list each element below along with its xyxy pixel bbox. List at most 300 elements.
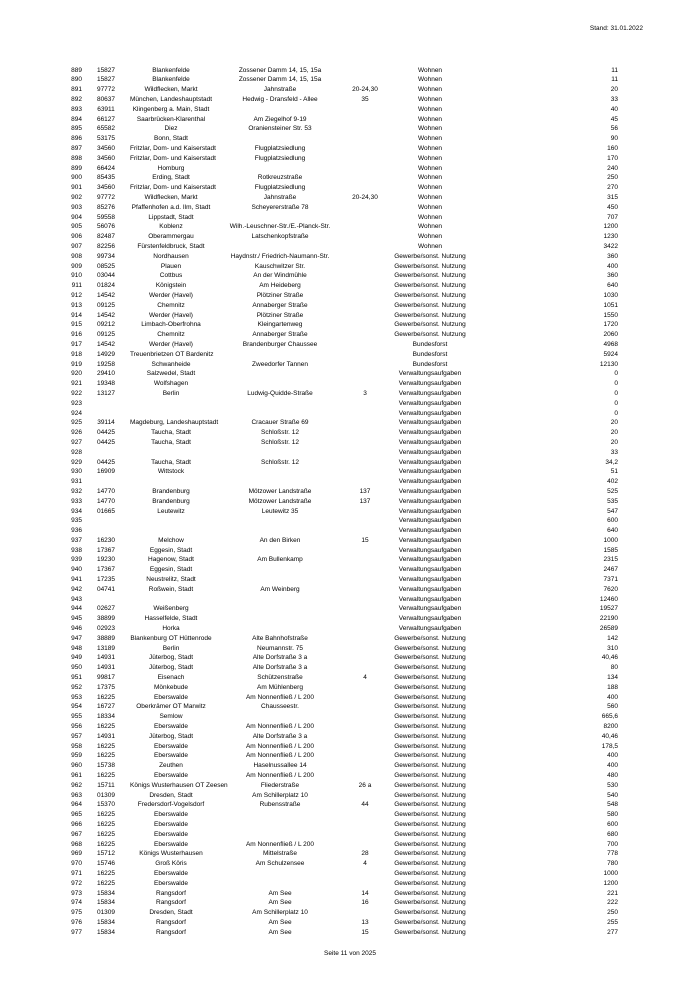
cell-street: Am Nonnenfließ / L 200	[245, 772, 315, 780]
cell-usage-type: Verwaltungsaufgaben	[398, 389, 462, 397]
cell-usage-type: Verwaltungsaufgaben	[398, 566, 462, 574]
cell-city: Eggesin, Stadt	[149, 566, 193, 574]
cell-area-value: 90	[610, 135, 618, 143]
cell-postal-code: 16225	[96, 879, 116, 887]
cell-area-value: 40	[610, 105, 618, 113]
cell-area-value: 221	[607, 889, 618, 897]
cell-postal-code: 82487	[96, 233, 116, 241]
table-row	[58, 66, 618, 76]
cell-city: Chemnitz	[157, 331, 185, 339]
cell-area-value: 26589	[599, 625, 618, 633]
cell-street: Kauschwitzer Str.	[254, 262, 306, 270]
cell-postal-code: 17367	[96, 566, 116, 574]
cell-street: An der Windmühle	[253, 272, 307, 280]
cell-usage-type: Wohnen	[417, 203, 443, 211]
cell-row-number: 952	[71, 683, 82, 691]
cell-street: An den Birken	[259, 536, 301, 544]
cell-street: Leutewitz 35	[261, 507, 299, 515]
cell-row-number: 950	[71, 664, 82, 672]
cell-row-number: 917	[71, 340, 82, 348]
cell-city: Werder (Havel)	[149, 311, 193, 319]
cell-row-number: 972	[71, 879, 82, 887]
cell-area-value: 640	[607, 527, 618, 535]
cell-postal-code: 16225	[96, 840, 116, 848]
table-row	[58, 664, 618, 674]
cell-street: Am Weinberg	[260, 585, 300, 593]
cell-row-number: 939	[71, 556, 82, 564]
cell-row-number: 907	[71, 242, 82, 250]
cell-row-number: 925	[71, 419, 82, 427]
cell-area-value: 1200	[603, 879, 618, 887]
cell-postal-code: 09212	[96, 321, 116, 329]
cell-area-value: 707	[607, 213, 618, 221]
cell-city: Eberswalde	[154, 879, 188, 887]
cell-postal-code: 14931	[96, 732, 116, 740]
table-row	[58, 615, 618, 625]
cell-area-value: 1550	[603, 311, 618, 319]
cell-area-value: 2315	[603, 556, 618, 564]
cell-usage-type: Wohnen	[417, 115, 443, 123]
cell-area-value: 402	[607, 478, 618, 486]
cell-city: Hagenow, Stadt	[148, 556, 194, 564]
cell-usage-type: Gewerbe/sonst. Nutzung	[394, 311, 466, 319]
cell-area-value: 33	[610, 96, 618, 104]
table-row	[58, 840, 618, 850]
cell-house-number: 4	[363, 860, 367, 868]
cell-area-value: 0	[614, 370, 618, 378]
cell-street: Am Schulzensee	[255, 860, 305, 868]
table-row	[58, 781, 618, 791]
cell-city: Wolfshagen	[153, 380, 189, 388]
cell-city: Rangsdorf	[156, 899, 186, 907]
cell-area-value: 548	[607, 801, 618, 809]
table-row	[58, 830, 618, 840]
table-row	[58, 517, 618, 527]
table-row	[58, 477, 618, 487]
cell-row-number: 935	[71, 517, 82, 525]
cell-area-value: 222	[607, 899, 618, 907]
cell-city: Oberammergau	[148, 233, 194, 241]
cell-postal-code: 18334	[96, 713, 116, 721]
cell-street: Am Heideberg	[259, 282, 301, 290]
cell-usage-type: Gewerbe/sonst. Nutzung	[394, 879, 466, 887]
cell-area-value: 3422	[603, 242, 618, 250]
cell-usage-type: Gewerbe/sonst. Nutzung	[394, 713, 466, 721]
cell-row-number: 920	[71, 370, 82, 378]
cell-street: Schützenstraße	[257, 674, 303, 682]
cell-postal-code: 65582	[96, 125, 116, 133]
cell-usage-type: Wohnen	[417, 233, 443, 241]
table-row	[58, 575, 618, 585]
cell-usage-type: Gewerbe/sonst. Nutzung	[394, 909, 466, 917]
cell-row-number: 916	[71, 331, 82, 339]
cell-postal-code: 16225	[96, 772, 116, 780]
cell-street: Jahnstraße	[263, 194, 297, 201]
table-row	[58, 722, 618, 732]
cell-city: Mönkebude	[154, 683, 188, 691]
cell-usage-type: Verwaltungsaufgaben	[398, 546, 462, 554]
cell-street: Mittelstraße	[263, 850, 297, 858]
cell-city: Eberswalde	[154, 772, 188, 780]
cell-usage-type: Verwaltungsaufgaben	[398, 615, 462, 623]
cell-row-number: 926	[71, 429, 82, 437]
cell-area-value: 20	[610, 429, 618, 437]
cell-row-number: 913	[71, 301, 82, 309]
cell-postal-code: 34560	[96, 154, 116, 162]
cell-street: Hedwig - Dransfeld - Allee	[242, 96, 318, 104]
cell-postal-code: 15370	[96, 801, 116, 809]
cell-area-value: 600	[607, 517, 618, 525]
cell-area-value: 277	[607, 928, 618, 936]
table-row	[58, 438, 618, 448]
cell-postal-code: 80637	[96, 96, 116, 104]
cell-area-value: 400	[607, 762, 618, 770]
cell-area-value: 178,5	[601, 742, 618, 750]
cell-row-number: 897	[71, 145, 82, 153]
table-row	[58, 899, 618, 909]
table-row	[58, 536, 618, 546]
cell-postal-code: 34560	[96, 184, 116, 192]
cell-city: Wittstock	[157, 468, 185, 476]
cell-usage-type: Verwaltungsaufgaben	[398, 487, 462, 495]
cell-postal-code: 38889	[96, 634, 116, 642]
cell-row-number: 974	[71, 899, 82, 907]
cell-postal-code: 97772	[96, 194, 116, 201]
cell-area-value: 700	[607, 840, 618, 848]
table-row	[58, 487, 618, 497]
cell-area-value: 0	[614, 389, 618, 397]
table-row	[58, 693, 618, 703]
cell-house-number: 28	[361, 850, 369, 858]
cell-usage-type: Verwaltungsaufgaben	[398, 576, 462, 584]
cell-city: Königs Wusterhausen OT Zeesen	[130, 781, 228, 789]
cell-area-value: 250	[607, 174, 618, 182]
cell-city: Rangsdorf	[156, 918, 186, 926]
cell-row-number: 946	[71, 625, 82, 633]
cell-usage-type: Bundesforst	[412, 360, 448, 368]
cell-row-number: 970	[71, 860, 82, 868]
cell-postal-code: 56076	[96, 223, 116, 231]
cell-usage-type: Verwaltungsaufgaben	[398, 497, 462, 505]
cell-postal-code: 15712	[96, 850, 116, 858]
cell-usage-type: Gewerbe/sonst. Nutzung	[394, 762, 466, 770]
cell-usage-type: Gewerbe/sonst. Nutzung	[394, 703, 466, 711]
cell-postal-code: 01309	[96, 909, 116, 917]
cell-usage-type: Gewerbe/sonst. Nutzung	[394, 291, 466, 299]
cell-usage-type: Gewerbe/sonst. Nutzung	[394, 899, 466, 907]
cell-street: Zossener Damm 14, 15, 15a	[238, 76, 322, 84]
cell-postal-code: 08525	[96, 262, 116, 270]
cell-row-number: 908	[71, 252, 82, 260]
cell-area-value: 665,6	[601, 713, 618, 721]
cell-row-number: 903	[71, 203, 82, 211]
cell-row-number: 945	[71, 615, 82, 623]
cell-row-number: 902	[71, 194, 82, 201]
cell-city: Eberswalde	[154, 693, 188, 701]
cell-usage-type: Bundesforst	[412, 340, 448, 348]
table-row	[58, 428, 618, 438]
cell-usage-type: Gewerbe/sonst. Nutzung	[394, 830, 466, 838]
cell-city: Zeuthen	[159, 762, 183, 770]
cell-row-number: 967	[71, 830, 82, 838]
cell-postal-code: 19258	[96, 360, 116, 368]
cell-row-number: 901	[71, 184, 82, 192]
cell-row-number: 892	[71, 96, 82, 104]
cell-city: Dresden, Stadt	[149, 909, 193, 917]
cell-house-number: 20-24,30	[352, 86, 378, 94]
cell-row-number: 928	[71, 448, 82, 456]
cell-area-value: 12460	[599, 595, 618, 603]
cell-usage-type: Gewerbe/sonst. Nutzung	[394, 272, 466, 280]
cell-postal-code: 14770	[96, 497, 116, 505]
table-row	[58, 742, 618, 752]
cell-city: Jüterbog, Stadt	[148, 654, 194, 662]
table-row	[58, 918, 618, 928]
cell-area-value: 12130	[599, 360, 618, 368]
cell-usage-type: Gewerbe/sonst. Nutzung	[394, 683, 466, 691]
cell-row-number: 904	[71, 213, 82, 221]
cell-row-number: 918	[71, 350, 82, 358]
cell-area-value: 525	[607, 487, 618, 495]
cell-area-value: 160	[607, 145, 618, 153]
cell-area-value: 40,46	[601, 732, 618, 740]
cell-postal-code: 34560	[96, 145, 116, 153]
cell-street: Zossener Damm 14, 15, 15a	[238, 66, 322, 74]
table-row	[58, 252, 618, 262]
cell-city: Fritzlar, Dom- und Kaiserstadt	[130, 154, 216, 162]
cell-postal-code: 01824	[96, 282, 116, 290]
table-row	[58, 585, 618, 595]
cell-postal-code: 02923	[96, 625, 116, 633]
cell-usage-type: Verwaltungsaufgaben	[398, 625, 462, 633]
table-row	[58, 321, 618, 331]
cell-city: Plauen	[160, 262, 182, 270]
table-row	[58, 360, 618, 370]
table-row	[58, 203, 618, 213]
cell-area-value: 22190	[599, 615, 618, 623]
cell-row-number: 895	[71, 125, 82, 133]
cell-area-value: 530	[607, 781, 618, 789]
cell-postal-code: 09125	[96, 331, 116, 339]
table-row	[58, 340, 618, 350]
cell-street: Cracauer Straße 69	[251, 419, 309, 427]
cell-area-value: 1000	[603, 869, 618, 877]
cell-postal-code: 15746	[96, 860, 116, 868]
cell-usage-type: Gewerbe/sonst. Nutzung	[394, 889, 466, 897]
cell-row-number: 957	[71, 732, 82, 740]
cell-row-number: 959	[71, 752, 82, 760]
cell-usage-type: Wohnen	[417, 105, 443, 113]
cell-postal-code: 63911	[97, 105, 115, 113]
cell-street: Alte Dorfstraße 3 a	[252, 732, 308, 740]
cell-row-number: 932	[71, 487, 82, 495]
cell-street: Alte Dorfstraße 3 a	[252, 654, 308, 662]
cell-area-value: 51	[610, 468, 618, 476]
table-row	[58, 233, 618, 243]
cell-postal-code: 59558	[96, 213, 116, 221]
table-row	[58, 703, 618, 713]
cell-area-value: 400	[607, 262, 618, 270]
table-row	[58, 164, 618, 174]
table-row	[58, 389, 618, 399]
cell-area-value: 240	[607, 164, 618, 172]
cell-usage-type: Gewerbe/sonst. Nutzung	[394, 781, 466, 789]
cell-usage-type: Wohnen	[417, 76, 443, 84]
cell-postal-code: 16225	[96, 830, 116, 838]
cell-area-value: 480	[607, 772, 618, 780]
table-row	[58, 458, 618, 468]
cell-postal-code: 14929	[96, 350, 116, 358]
cell-street: Mötzower Landstraße	[248, 487, 312, 495]
cell-city: Koblenz	[159, 223, 183, 231]
cell-row-number: 905	[71, 223, 82, 231]
cell-postal-code: 14931	[96, 664, 116, 672]
cell-city: Taucha, Stadt	[151, 458, 191, 466]
cell-row-number: 942	[71, 585, 82, 593]
cell-postal-code: 17367	[96, 546, 116, 554]
cell-postal-code: 04425	[96, 438, 116, 446]
cell-city: Pfaffenhofen a.d. Ilm, Stadt	[131, 203, 211, 211]
cell-street: Schloßstr. 12	[261, 429, 299, 437]
cell-postal-code: 15711	[97, 781, 115, 789]
table-row	[58, 184, 618, 194]
cell-row-number: 958	[71, 742, 82, 750]
cell-row-number: 955	[71, 713, 82, 721]
table-row	[58, 801, 618, 811]
cell-street: Chausseestr.	[261, 703, 299, 711]
cell-house-number: 13	[361, 918, 369, 926]
table-row	[58, 624, 618, 634]
cell-row-number: 948	[71, 644, 82, 652]
cell-usage-type: Verwaltungsaufgaben	[398, 438, 462, 446]
cell-row-number: 973	[71, 889, 82, 897]
cell-street: Am See	[268, 889, 292, 897]
cell-city: Eberswalde	[154, 830, 188, 838]
cell-postal-code: 16225	[96, 811, 116, 819]
cell-street: Zweedorfer Tannen	[252, 360, 308, 368]
table-row	[58, 448, 618, 458]
cell-row-number: 943	[71, 595, 82, 603]
table-row	[58, 546, 618, 556]
cell-row-number: 977	[71, 928, 82, 936]
table-row	[58, 909, 618, 919]
table-row	[58, 331, 618, 341]
cell-area-value: 56	[610, 125, 618, 133]
table-row	[58, 95, 618, 105]
cell-postal-code: 99817	[96, 674, 116, 682]
cell-city: Rangsdorf	[156, 928, 186, 936]
cell-street: Am Nonnenfließ / L 200	[245, 840, 315, 848]
stand-date-label: Stand: 31.01.2022	[589, 25, 643, 32]
cell-row-number: 896	[71, 135, 82, 143]
cell-city: Wildflecken, Markt	[144, 194, 198, 201]
cell-row-number: 900	[71, 174, 82, 182]
table-row	[58, 869, 618, 879]
cell-city: Fürstenfeldbruck, Stadt	[137, 242, 205, 250]
cell-postal-code: 15834	[96, 928, 116, 936]
table-row	[58, 762, 618, 772]
cell-house-number: 3	[363, 389, 367, 397]
cell-usage-type: Verwaltungsaufgaben	[398, 556, 462, 564]
cell-usage-type: Wohnen	[417, 194, 443, 201]
cell-postal-code: 15827	[96, 76, 116, 84]
cell-area-value: 0	[614, 399, 618, 407]
cell-area-value: 11	[611, 76, 618, 84]
cell-usage-type: Gewerbe/sonst. Nutzung	[394, 752, 466, 760]
cell-city: Eberswalde	[154, 752, 188, 760]
table-row	[58, 644, 618, 654]
cell-row-number: 956	[71, 723, 82, 731]
cell-usage-type: Wohnen	[417, 174, 443, 182]
cell-city: Roßwein, Stadt	[148, 585, 194, 593]
cell-area-value: 780	[607, 860, 618, 868]
cell-house-number: 14	[361, 889, 369, 897]
cell-house-number: 44	[361, 801, 369, 809]
cell-house-number: 15	[361, 536, 369, 544]
cell-city: Fritzlar, Dom- und Kaiserstadt	[130, 184, 216, 192]
cell-area-value: 1051	[603, 301, 618, 309]
cell-postal-code: 15834	[96, 889, 116, 897]
cell-postal-code: 09125	[96, 301, 116, 309]
cell-postal-code: 85435	[96, 174, 116, 182]
cell-row-number: 963	[71, 791, 82, 799]
cell-city: Taucha, Stadt	[151, 438, 191, 446]
cell-usage-type: Verwaltungsaufgaben	[398, 517, 462, 525]
table-row	[58, 507, 618, 517]
cell-city: Blankenfelde	[152, 76, 190, 84]
cell-city: Oberkrämer OT Marwitz	[136, 703, 206, 711]
cell-area-value: 0	[614, 380, 618, 388]
cell-usage-type: Gewerbe/sonst. Nutzung	[394, 840, 466, 848]
cell-usage-type: Gewerbe/sonst. Nutzung	[394, 252, 466, 260]
cell-city: Werder (Havel)	[149, 291, 193, 299]
cell-usage-type: Gewerbe/sonst. Nutzung	[394, 791, 466, 799]
cell-house-number: 35	[361, 96, 369, 104]
cell-row-number: 912	[71, 291, 82, 299]
cell-street: Rubensstraße	[259, 801, 301, 809]
table-row	[58, 380, 618, 390]
cell-postal-code: 16225	[96, 742, 116, 750]
cell-area-value: 20	[610, 419, 618, 427]
cell-city: Königs Wusterhausen	[139, 850, 203, 858]
cell-city: Eberswalde	[154, 742, 188, 750]
table-row	[58, 928, 618, 938]
cell-city: Eberswalde	[154, 723, 188, 731]
cell-usage-type: Gewerbe/sonst. Nutzung	[394, 331, 466, 339]
cell-city: Eggesin, Stadt	[149, 546, 193, 554]
cell-row-number: 919	[71, 360, 82, 368]
cell-city: Blankenfelde	[152, 66, 190, 74]
cell-city: Erding, Stadt	[152, 174, 190, 182]
cell-postal-code: 16909	[96, 468, 116, 476]
cell-city: Weißenberg	[153, 605, 189, 613]
cell-usage-type: Bundesforst	[412, 350, 448, 358]
cell-street: Am Nonnenfließ / L 200	[245, 693, 315, 701]
cell-postal-code: 85276	[96, 203, 116, 211]
cell-area-value: 1200	[603, 223, 618, 231]
cell-postal-code: 15738	[96, 762, 116, 770]
cell-row-number: 937	[71, 536, 82, 544]
cell-area-value: 400	[607, 752, 618, 760]
cell-city: Magdeburg, Landeshauptstadt	[130, 419, 219, 427]
cell-area-value: 7620	[603, 585, 618, 593]
cell-area-value: 188	[607, 683, 618, 691]
cell-street: Neumannstr. 75	[257, 644, 303, 652]
cell-area-value: 547	[607, 507, 618, 515]
cell-area-value: 270	[607, 184, 618, 192]
cell-usage-type: Verwaltungsaufgaben	[398, 458, 462, 466]
cell-postal-code: 14931	[96, 654, 116, 662]
